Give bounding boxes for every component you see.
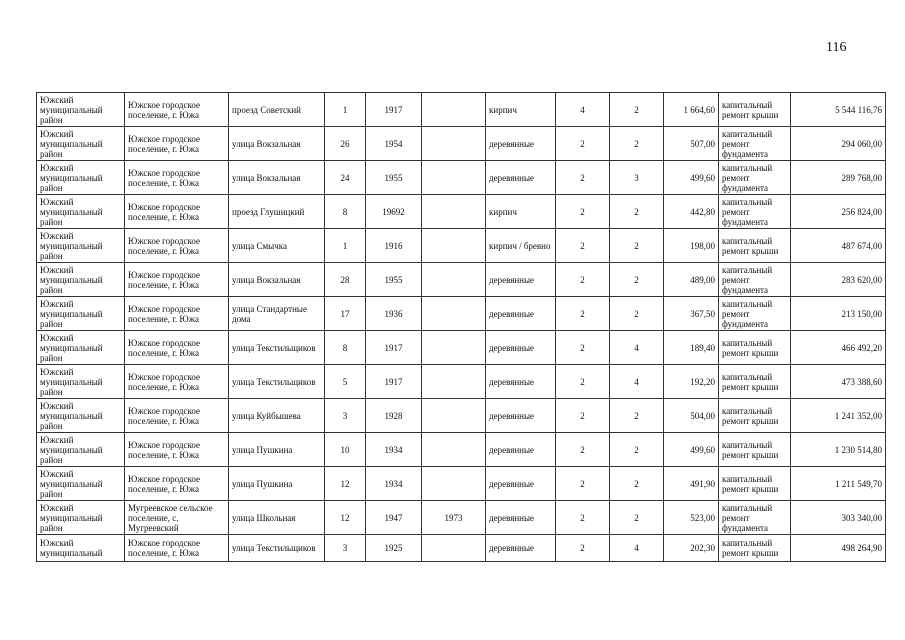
extra-year-cell bbox=[422, 263, 486, 297]
district-cell: Южский муниципальный район bbox=[37, 229, 125, 263]
house-number-cell: 3 bbox=[325, 399, 366, 433]
extra-year-cell bbox=[422, 229, 486, 263]
wall-material-cell: кирпич / бревно bbox=[486, 229, 556, 263]
build-year-cell: 1917 bbox=[366, 365, 422, 399]
district-cell: Южский муниципальный bbox=[37, 535, 125, 562]
entrances-cell: 2 bbox=[610, 229, 664, 263]
table-row bbox=[37, 297, 886, 331]
floors-cell: 2 bbox=[556, 501, 610, 535]
settlement-cell: Мугреевское сельское поселение, с. Мугреевский bbox=[125, 501, 229, 535]
extra-year-cell bbox=[422, 93, 486, 127]
table-row bbox=[37, 501, 886, 535]
work-type-cell: капитальный ремонт крыши bbox=[719, 433, 791, 467]
extra-year-cell bbox=[422, 297, 486, 331]
settlement-cell: Южское городское поселение, г. Южа bbox=[125, 433, 229, 467]
house-number-cell: 5 bbox=[325, 365, 366, 399]
settlement-cell: Южское городское поселение, г. Южа bbox=[125, 331, 229, 365]
extra-year-cell bbox=[422, 467, 486, 501]
cost-cell: 1 230 514,80 bbox=[791, 433, 886, 467]
build-year-cell: 1934 bbox=[366, 433, 422, 467]
work-type-cell: капитальный ремонт крыши bbox=[719, 229, 791, 263]
extra-year-cell bbox=[422, 127, 486, 161]
cost-cell: 1 211 549,70 bbox=[791, 467, 886, 501]
build-year-cell: 1917 bbox=[366, 331, 422, 365]
house-number-cell: 17 bbox=[325, 297, 366, 331]
cost-cell: 487 674,00 bbox=[791, 229, 886, 263]
floors-cell: 2 bbox=[556, 535, 610, 562]
district-cell: Южский муниципальный район bbox=[37, 93, 125, 127]
entrances-cell: 2 bbox=[610, 263, 664, 297]
table-row bbox=[37, 365, 886, 399]
area-cell: 489,00 bbox=[664, 263, 719, 297]
work-type-cell: капитальный ремонт крыши bbox=[719, 331, 791, 365]
table-row bbox=[37, 127, 886, 161]
page-number: 116 bbox=[826, 40, 847, 55]
floors-cell: 2 bbox=[556, 195, 610, 229]
extra-year-cell bbox=[422, 161, 486, 195]
house-number-cell: 12 bbox=[325, 501, 366, 535]
table-row bbox=[37, 229, 886, 263]
cost-cell: 213 150,00 bbox=[791, 297, 886, 331]
wall-material-cell: деревянные bbox=[486, 127, 556, 161]
entrances-cell: 3 bbox=[610, 161, 664, 195]
entrances-cell: 4 bbox=[610, 535, 664, 562]
floors-cell: 2 bbox=[556, 127, 610, 161]
district-cell: Южский муниципальный район bbox=[37, 467, 125, 501]
build-year-cell: 1934 bbox=[366, 467, 422, 501]
wall-material-cell: кирпич bbox=[486, 93, 556, 127]
floors-cell: 2 bbox=[556, 331, 610, 365]
housing-repair-table bbox=[36, 92, 886, 562]
entrances-cell: 2 bbox=[610, 467, 664, 501]
entrances-cell: 2 bbox=[610, 399, 664, 433]
district-cell: Южский муниципальный район bbox=[37, 297, 125, 331]
cost-cell: 283 620,00 bbox=[791, 263, 886, 297]
work-type-cell: капитальный ремонт фундамента bbox=[719, 161, 791, 195]
area-cell: 523,00 bbox=[664, 501, 719, 535]
street-cell: улица Вокзальная bbox=[229, 161, 325, 195]
build-year-cell: 1936 bbox=[366, 297, 422, 331]
settlement-cell: Южское городское поселение, г. Южа bbox=[125, 365, 229, 399]
settlement-cell: Южское городское поселение, г. Южа bbox=[125, 195, 229, 229]
street-cell: улица Вокзальная bbox=[229, 127, 325, 161]
street-cell: улица Школьная bbox=[229, 501, 325, 535]
extra-year-cell bbox=[422, 433, 486, 467]
street-cell: улица Пушкина bbox=[229, 433, 325, 467]
work-type-cell: капитальный ремонт фундамента bbox=[719, 127, 791, 161]
settlement-cell: Южское городское поселение, г. Южа bbox=[125, 297, 229, 331]
build-year-cell: 1947 bbox=[366, 501, 422, 535]
area-cell: 504,00 bbox=[664, 399, 719, 433]
area-cell: 367,50 bbox=[664, 297, 719, 331]
wall-material-cell: деревянные bbox=[486, 467, 556, 501]
entrances-cell: 2 bbox=[610, 127, 664, 161]
district-cell: Южский муниципальный район bbox=[37, 399, 125, 433]
area-cell: 1 664,60 bbox=[664, 93, 719, 127]
work-type-cell: капитальный ремонт фундамента bbox=[719, 263, 791, 297]
street-cell: улица Стандартные дома bbox=[229, 297, 325, 331]
build-year-cell: 1916 bbox=[366, 229, 422, 263]
build-year-cell: 1925 bbox=[366, 535, 422, 562]
district-cell: Южский муниципальный район bbox=[37, 127, 125, 161]
district-cell: Южский муниципальный район bbox=[37, 501, 125, 535]
settlement-cell: Южское городское поселение, г. Южа bbox=[125, 93, 229, 127]
work-type-cell: капитальный ремонт крыши bbox=[719, 399, 791, 433]
build-year-cell: 19692 bbox=[366, 195, 422, 229]
build-year-cell: 1954 bbox=[366, 127, 422, 161]
cost-cell: 473 388,60 bbox=[791, 365, 886, 399]
settlement-cell: Южское городское поселение, г. Южа bbox=[125, 399, 229, 433]
extra-year-cell bbox=[422, 365, 486, 399]
wall-material-cell: деревянные bbox=[486, 161, 556, 195]
settlement-cell: Южское городское поселение, г. Южа bbox=[125, 127, 229, 161]
build-year-cell: 1955 bbox=[366, 161, 422, 195]
extra-year-cell bbox=[422, 331, 486, 365]
build-year-cell: 1917 bbox=[366, 93, 422, 127]
wall-material-cell: деревянные bbox=[486, 399, 556, 433]
area-cell: 192,20 bbox=[664, 365, 719, 399]
street-cell: улица Текстильщиков bbox=[229, 535, 325, 562]
house-number-cell: 10 bbox=[325, 433, 366, 467]
street-cell: улица Текстильщиков bbox=[229, 365, 325, 399]
area-cell: 499,60 bbox=[664, 161, 719, 195]
house-number-cell: 26 bbox=[325, 127, 366, 161]
house-number-cell: 8 bbox=[325, 195, 366, 229]
extra-year-cell: 1973 bbox=[422, 501, 486, 535]
district-cell: Южский муниципальный район bbox=[37, 195, 125, 229]
floors-cell: 2 bbox=[556, 297, 610, 331]
entrances-cell: 4 bbox=[610, 331, 664, 365]
street-cell: улица Пушкина bbox=[229, 467, 325, 501]
house-number-cell: 1 bbox=[325, 93, 366, 127]
work-type-cell: капитальный ремонт крыши bbox=[719, 365, 791, 399]
cost-cell: 289 768,00 bbox=[791, 161, 886, 195]
wall-material-cell: кирпич bbox=[486, 195, 556, 229]
work-type-cell: капитальный ремонт крыши bbox=[719, 467, 791, 501]
cost-cell: 294 060,00 bbox=[791, 127, 886, 161]
wall-material-cell: деревянные bbox=[486, 263, 556, 297]
table-row bbox=[37, 467, 886, 501]
wall-material-cell: деревянные bbox=[486, 331, 556, 365]
district-cell: Южский муниципальный район bbox=[37, 331, 125, 365]
floors-cell: 2 bbox=[556, 229, 610, 263]
floors-cell: 2 bbox=[556, 433, 610, 467]
area-cell: 202,30 bbox=[664, 535, 719, 562]
table-row bbox=[37, 161, 886, 195]
area-cell: 491,90 bbox=[664, 467, 719, 501]
house-number-cell: 12 bbox=[325, 467, 366, 501]
table-row bbox=[37, 195, 886, 229]
settlement-cell: Южское городское поселение, г. Южа bbox=[125, 263, 229, 297]
work-type-cell: капитальный ремонт крыши bbox=[719, 93, 791, 127]
entrances-cell: 2 bbox=[610, 195, 664, 229]
street-cell: улица Смычка bbox=[229, 229, 325, 263]
entrances-cell: 4 bbox=[610, 365, 664, 399]
settlement-cell: Южское городское поселение, г. Южа bbox=[125, 161, 229, 195]
entrances-cell: 2 bbox=[610, 433, 664, 467]
cost-cell: 1 241 352,00 bbox=[791, 399, 886, 433]
area-cell: 442,80 bbox=[664, 195, 719, 229]
settlement-cell: Южское городское поселение, г. Южа bbox=[125, 229, 229, 263]
street-cell: улица Куйбышева bbox=[229, 399, 325, 433]
area-cell: 507,00 bbox=[664, 127, 719, 161]
entrances-cell: 2 bbox=[610, 93, 664, 127]
house-number-cell: 28 bbox=[325, 263, 366, 297]
work-type-cell: капитальный ремонт фундамента bbox=[719, 195, 791, 229]
work-type-cell: капитальный ремонт крыши bbox=[719, 535, 791, 562]
table-row bbox=[37, 535, 886, 562]
district-cell: Южский муниципальный район bbox=[37, 433, 125, 467]
cost-cell: 303 340,00 bbox=[791, 501, 886, 535]
street-cell: улица Вокзальная bbox=[229, 263, 325, 297]
build-year-cell: 1955 bbox=[366, 263, 422, 297]
cost-cell: 256 824,00 bbox=[791, 195, 886, 229]
wall-material-cell: деревянные bbox=[486, 365, 556, 399]
table-row bbox=[37, 331, 886, 365]
floors-cell: 2 bbox=[556, 399, 610, 433]
floors-cell: 2 bbox=[556, 161, 610, 195]
floors-cell: 4 bbox=[556, 93, 610, 127]
table-row bbox=[37, 399, 886, 433]
street-cell: проезд Советский bbox=[229, 93, 325, 127]
street-cell: проезд Глушицкий bbox=[229, 195, 325, 229]
table-body bbox=[37, 93, 886, 562]
district-cell: Южский муниципальный район bbox=[37, 161, 125, 195]
entrances-cell: 2 bbox=[610, 297, 664, 331]
district-cell: Южский муниципальный район bbox=[37, 365, 125, 399]
wall-material-cell: деревянные bbox=[486, 433, 556, 467]
entrances-cell: 2 bbox=[610, 501, 664, 535]
house-number-cell: 1 bbox=[325, 229, 366, 263]
district-cell: Южский муниципальный район bbox=[37, 263, 125, 297]
table-row bbox=[37, 93, 886, 127]
floors-cell: 2 bbox=[556, 263, 610, 297]
settlement-cell: Южское городское поселение, г. Южа bbox=[125, 467, 229, 501]
street-cell: улица Текстильщиков bbox=[229, 331, 325, 365]
build-year-cell: 1928 bbox=[366, 399, 422, 433]
house-number-cell: 8 bbox=[325, 331, 366, 365]
extra-year-cell bbox=[422, 195, 486, 229]
area-cell: 499,60 bbox=[664, 433, 719, 467]
wall-material-cell: деревянные bbox=[486, 535, 556, 562]
house-number-cell: 24 bbox=[325, 161, 366, 195]
floors-cell: 2 bbox=[556, 467, 610, 501]
table-row bbox=[37, 263, 886, 297]
cost-cell: 498 264,90 bbox=[791, 535, 886, 562]
area-cell: 189,40 bbox=[664, 331, 719, 365]
cost-cell: 466 492,20 bbox=[791, 331, 886, 365]
floors-cell: 2 bbox=[556, 365, 610, 399]
extra-year-cell bbox=[422, 399, 486, 433]
cost-cell: 5 544 116,76 bbox=[791, 93, 886, 127]
extra-year-cell bbox=[422, 535, 486, 562]
settlement-cell: Южское городское поселение, г. Южа bbox=[125, 535, 229, 562]
area-cell: 198,00 bbox=[664, 229, 719, 263]
wall-material-cell: деревянные bbox=[486, 297, 556, 331]
table-row bbox=[37, 433, 886, 467]
work-type-cell: капитальный ремонт фундамента bbox=[719, 501, 791, 535]
house-number-cell: 3 bbox=[325, 535, 366, 562]
wall-material-cell: деревянные bbox=[486, 501, 556, 535]
work-type-cell: капитальный ремонт фундамента bbox=[719, 297, 791, 331]
